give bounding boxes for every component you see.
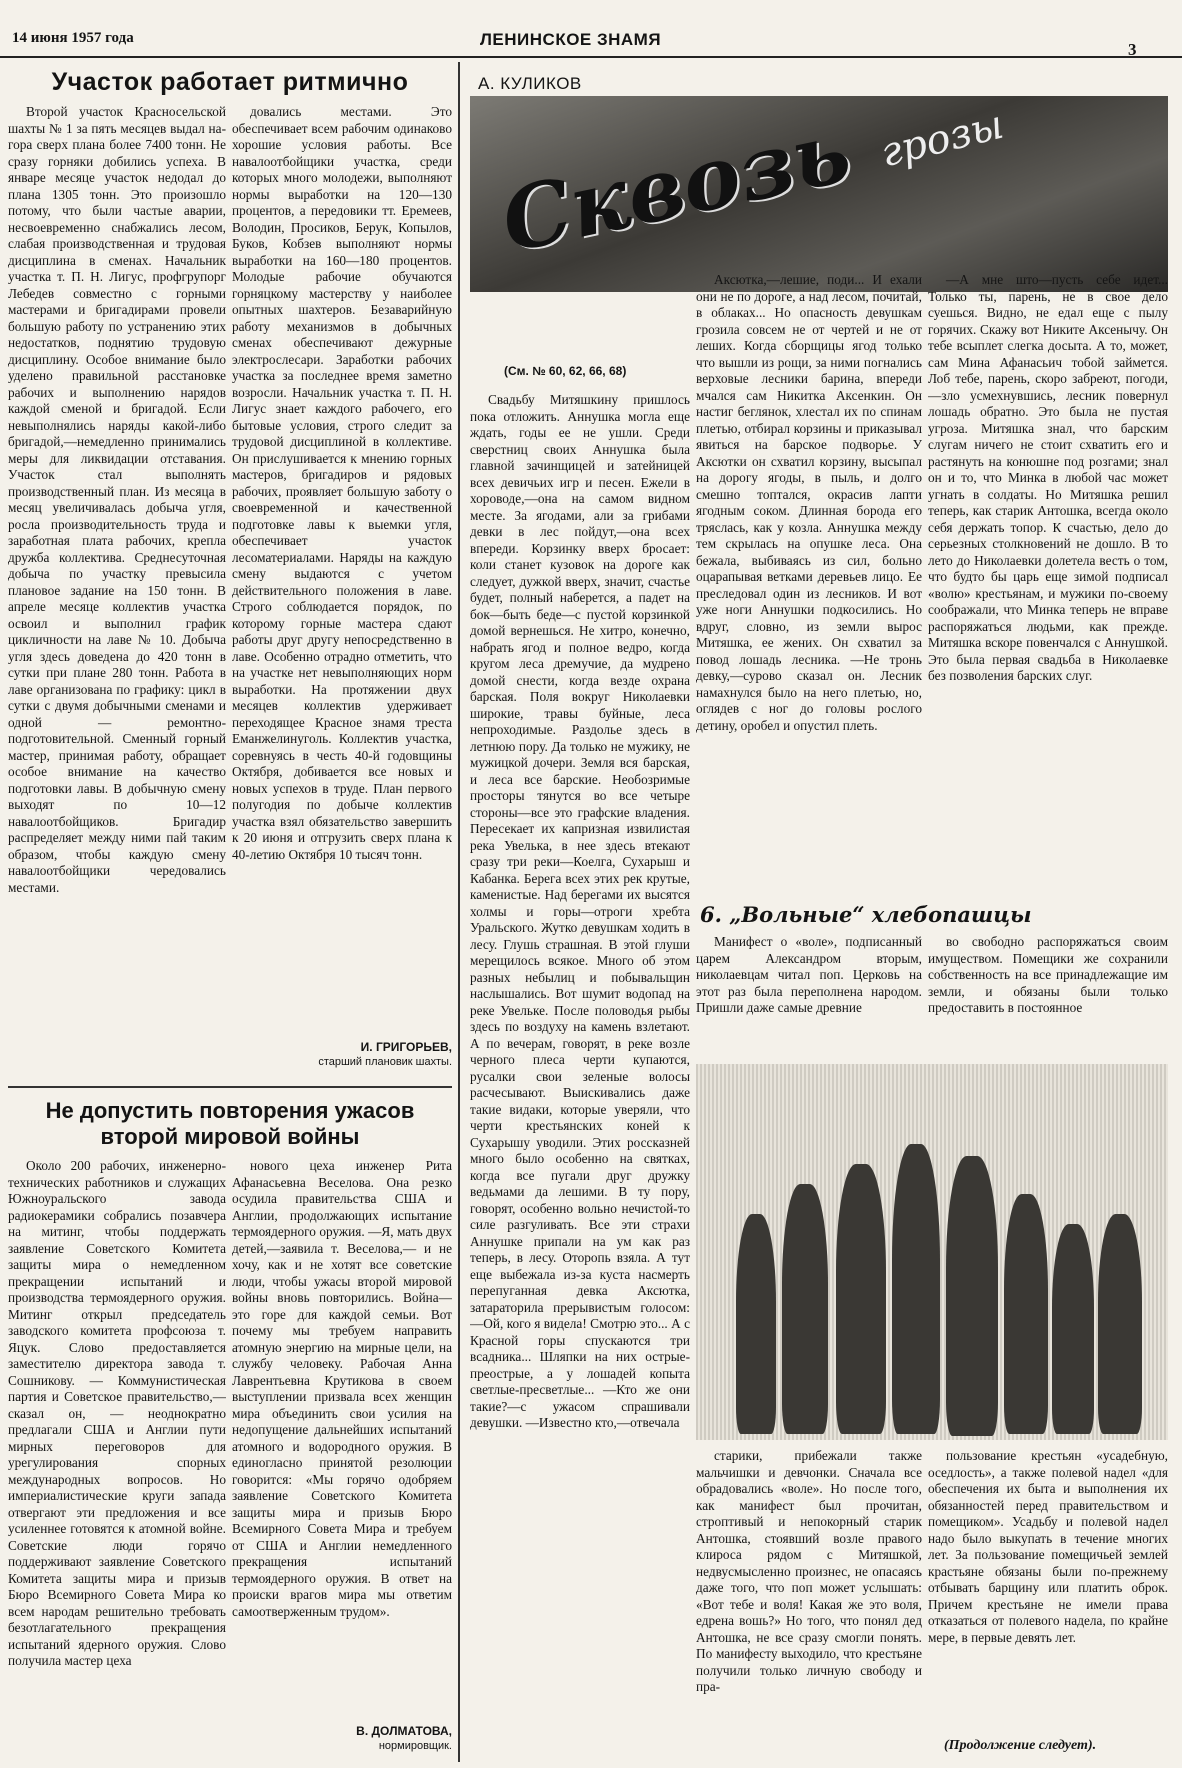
serial-col-a-text: Свадьбу Митяшкину пришлось пока отложить. Аннушка могла еще ждать, годы ее не ушли. Среди сверстниц своих Аннушка была главной зачинщицей и затейницей всех девичьих игр и песен. Ежели в хороводе,—она на самом видном месте. За ягодами, али за грибами девки в лес пойдут,—она всех впереди. Корзинку вверх бросает: коли станет кузовок на дороге как следует, дужкой вверх, значит, счастье будет, полный наберется, а падет на бок—быть беде—с пустой корзинкой домой вернешься. Не хитро, конечно, набрать ягод и полное ведро, когда кругом леса дремучие, да мудрено домой снести, когда везде охрана барская. Поля вокруг Николаевки широкие, травы буйные, леса непроходимые. Раздолье здесь в летнюю пору. Да только не мужику, не мужицкой дочери. Земля вся барская, и леса все барские. Необозримые просторы тянутся во все четыре стороны—все это графские владения. Пересекает их капризная извилистая река Увелька, в нее здесь втекают сразу три реки—Коелга, Сухарыш и Кабанка. Берега всех этих рек крутые, каменистые. Над берегами их высятся холмы и горы—отроги хребта Уральского. Жутко девушкам ходить в лесу. Глушь страшная. В этой глуши мерещилось всякое. Много об этом разных небылиц и побывальщин наслышались. Вот шумит водопад на реке Увельке. После половодья рыбы здесь по воздуху на камень взлетают. А по вечерам, говорят, в реке возле черного плеса черти купаются, русалки свои зеленые волосы расчесывают. Выискивались даже такие видаки, которые уверяли, что черти крестьянских коней к Сухарышу уводили. Этих россказней много было особенно на святках, когда все пугали друг дружку ведьмами да лешими. В ту пору, говорят, особенно вольно нечистой-то силе разгуливать. Все эти страхи Аннушке припали на ум как раз теперь, в лесу. Оторопь взяла. А тут еще выбежала из-за куста насмерть перепуганная девка Аксютка, затараторила прерывистым голосом: —Ой, кого я видела! Смотрю это... А с Красной горы спускаются три всадника... Шляпки на них острые-преострые, а у лошадей копыта светлые-пресветлые... —Кто же они такие?—с ужасом спрашивали девушки. —Известно кто,—отвечала xyxy=(470,392,690,1430)
illustration-title: Сквозь xyxy=(493,100,859,273)
article2-signature: В. ДОЛМАТОВА, xyxy=(356,1724,452,1738)
page-number: 3 xyxy=(1128,40,1137,59)
article1-signature: И. ГРИГОРЬЕВ, xyxy=(360,1040,452,1054)
article2-signature-role: нормировщик. xyxy=(378,1740,452,1752)
chapter-title: 6. „Вольные“ хлебопашцы xyxy=(700,902,1032,927)
serial-col-c-top xyxy=(928,272,1168,884)
serial-col-c-top-text: —А мне што—пусть себе идет... Только ты, парень, не в свое дело суешься. Видно, не едал еще с пылу горячих. Скажу вот Никите Аксенычу. Он тебе всыплет слегка досыта. А то, может, сам Мина Афанасьич тобой займется. Лоб тебе, парень, скоро забреют, погоди,—зло усмехнувшись, лесник повернул лошадь обратно. Это была не пустая угроза. Митяшка знал, что барским слугам ничего не стоит схватить его и растянуть на конюшне под розгами; знал он и то, что Минка в любой час может угнать в солдаты. Но Митяшка решил теперь, как старик Антошка, всегда около себя держать топор. К счастью, дело до серьезных столкновений не дошло. В то лето до Николаевки долетела весть о том, что будто бы царь еще зимой подписал «волю» крестьянам, и мужики по-своему соображали, что Минка теперь не вправе распоряжаться людьми, как прежде. Митяшка вскоре повенчался с Аннушкой. Это была первая свадьба в Николаевке без позволения барских слуг. xyxy=(928,272,1168,683)
article1-col2 xyxy=(232,104,452,1040)
serial-col-b-top-text: Аксютка,—лешие, поди... И ехали они не по дороге, а над лесом, почитай, в облаках... Но опасность девушкам грозила совсем не от чертей и не от леших. Когда сборщицы ягод только что вышли из рощи, за ними погнались верховые лесники барина, впереди мчался сам Никитка Аксенкин. Он настиг беглянок, хлестал их по спинам плетью, отбирал корзины и приказывал явиться на барское подворье. У Аксютки он схватил корзину, высыпал на дорогу ягоды, в пыль, и долго смешно топтался, окрасив лапти ягодным соком. Длинная борода его тряслась, как у козла. Аннушка между тем скрылась на опушке леса. Она бежала, выбиваясь из сил, больно оцарапывая ветками деревьев лицо. Ее преследовал один из лесников. И вот уже ноги Аннушки подкосились. Но вдруг, словно, из земли вырос Митяшка, ее жених. Он схватил за повод лошадь лесника. —Не тронь девку,—сурово сказал он. Лесник намахнулся было на него плетью, но, оглядев с ног до головы рослого детину, оробел и опустил плеть. xyxy=(696,272,922,733)
article2-col1-text: Около 200 рабочих, инженерно-технических работников и служащих Южноуральского завода радиокерамики собрались позавчера на митинг, чтобы поддержать заявление Советского Комитета защиты мира о немедленном прекращении испытаний и производства термоядерного оружия. Митинг открыл председатель заводского комитета профсоюза т. Яцук. Слово предоставляется заместителю директора завода т. Сошникову. — Коммунистическая партия и Советское правительство,— сказал он, — неоднократно предлагали США и Англии пути мирных переговоров для урегулирования спорных международных вопросов. Но империалистические круги запада отвергают эти предложения и все усиленнее готовятся к атомной войне. Советские люди горячо поддерживают заявление Советского Комитета защиты мира и призыв Бюро Всемирного Совета Мира ко всем народам решительно требовать безотлагательного прекращения испытаний ядерного оружия. Слово получила мастер цеха xyxy=(8,1158,226,1668)
article2-col2-text: нового цеха инженер Рита Афанасьевна Веселова. Она резко осудила правительства США и Англии, продолжающих испытание термоядерного оружия. —Я, мать двух детей,—заявила т. Веселова,— и не хочу, как и не хотят все советские люди, чтобы ужасы второй мировой войны вновь повторились. Война—это горе для каждой семьи. Вот почему мы требуем направить атомную энергию на мирные цели, на службу человеку. Рабочая Анна Лаврентьевна Крутикова в своем выступлении призвала всех женщин мира объединить свои усилия на недопущение дальнейших испытаний атомного и водородного оружия. В единогласно принятой резолюции говорится: «Мы горячо одобряем заявление Советского Комитета защиты мира и призыв Бюро Всемирного Совета Мира и требуем от США и Англии немедленного прекращения испытаний термоядерного оружия. В ответ на происки врагов мира мы ответим самоотверженным трудом». xyxy=(232,1158,452,1619)
serial-col-b-top xyxy=(696,272,922,884)
serial-byline: А. КУЛИКОВ xyxy=(478,74,582,93)
illustration-subtitle: грозы xyxy=(876,101,1009,177)
chapter-col-c-text: во свободно распоряжаться своим имуществом. Помещики же сохранили собственность на все принадлежащие им земли, и обязаны были только предоставить в постоянное xyxy=(928,934,1168,1015)
serial-col-c-bottom-text: пользование крестьян «усадебную, оседлость», а также полевой надел «для обеспечения их быта и выполнения их обязанностей перед правительством и помещиком». Усадьбу и полевой надел надо было выкупать в течение многих лет. За пользование помещичьей землей крастьяне обязаны были по-прежнему отбывать барщину или платить оброк. Причем крестьяне не имели права отказаться от полевого надела, по крайне мере, в первые девять лет. xyxy=(928,1448,1168,1645)
newspaper-title: ЛЕНИНСКОЕ ЗНАМЯ xyxy=(480,30,662,49)
chapter-col-b-text: Манифест о «воле», подписанный царем Александром вторым, николаевцам читал поп. Церковь на этот раз была переполнена народом. Пришли даже самые древние xyxy=(696,934,922,1015)
serial-title-illustration xyxy=(470,96,1168,292)
serial-col-a xyxy=(470,392,690,1762)
headline-article2-line2: второй мировой войны xyxy=(100,1124,360,1149)
article1-col1 xyxy=(8,104,226,1054)
serial-col-c-bottom xyxy=(928,1448,1168,1728)
issue-date: 14 июня 1957 года xyxy=(12,30,134,46)
article1-col2-text: довались местами. Это обеспечивает всем рабочим одинаково хорошие условия работы. Все навалоотбойщики участка, среди которых много молодежи, выполняют нормы выработки на 120—130 процентов, а передовики тт. Еремеев, Володин, Просиков, Берук, Копылов, Буков, Кобзев выполняют нормы выработки на 160—180 процентов. Молодые рабочие обучаются горняцкому мастерству у наиболее опытных шахтеров. Безаварийную работу механизмов в добычных сменах обеспечивают дежурные электрослесари. Заработки рабочих участка за последнее время заметно возросли. Начальник участка т. П. Н. Лигус знает каждого рабочего, его бытовые условия, строго следит за трудовой дисциплиной в коллективе. Он прислушивается к мнению горных мастеров, бригадиров и рядовых рабочих, проявляет большую заботу о своевременной и качественной подготовке лавы к выемки угля, обеспечивает участок лесоматериалами. Наряды на каждую смену выдаются с учетом действительного положения в лаве. Строго соблюдается порядок, по которому горные мастера сдают работы друг другу непосредственно в лаве. Особенно отрадно отметить, что на участке нет невыполняющих норм выработки. На протяжении двух месяцев коллектив удерживает переходящее Красное знамя треста Еманжелинуголь. Коллектив участка, соревнуясь в честь 40-й годовщины Октября, добивается все новых и новых успехов в труде. План первого полугодия по добыче коллектив участка взял обязательство завершить к 20 июня и отгрузить сверх плана к 40-летию Октября 10 тысяч тонн. xyxy=(232,104,452,862)
illustration-caption: (См. № 60, 62, 66, 68) xyxy=(504,364,627,378)
headline-article2-line1: Не допустить повторения ужасов xyxy=(45,1098,415,1123)
column-divider xyxy=(458,62,460,1762)
chapter-col-c xyxy=(928,934,1168,1042)
article2-col1 xyxy=(8,1158,226,1760)
crowd-engraving-illustration xyxy=(696,1064,1168,1440)
article1-col1-text: Второй участок Красносельской шахты № 1 за пять месяцев выдал на-гора сверх плана более 7400 тонн. Не сразу горняки добились успеха. В январе месяце участок недодал до плана 1305 тонн. Это произошло потому, что были частые аварии, несвоевременно снабжались лесом, слабая производственная и трудовая дисциплина в сменах. Начальник участка т. П. Н. Лигус, профгрупорг Лебедев совместно с горными мастерами и бригадирами провели большую работу по устранению этих недостатков, поднятию трудовую дисциплину. Особое внимание было уделено правильной расстановке рабочих и выполнению нарядов каждой сменой и бригадой. Если невыполнялись наряды какой-либо бригадой,—немедленно принимались меры для ликвидации отставания. Участок стал выполнять производственный план. Из месяца в месяц увеличивалась добыча угля, росла производительность труда и заработная плата рабочих, крепла дружба коллектива. Среднесуточная добыча по участку превысила плановое задание на 150 тонн. В апреле месяце коллектив участка освоил и выполнил график цикличности на лаве № 10. Добыча угля здесь доведена до 420 тонн в сутки при плане 280 тонн. Работа в лаве организована по графику: цикл в сутки с двумя добычными сменами и одной — ремонтно-подготовительной. Сменный горный мастер, принимая работу, обращает особое внимание на качество подготовки лавы. В добычную смену выходят по 10—12 навалоотбойщиков. Бригадир распределяет между ними пай таким образом, чтобы каждую смену навалоотбойщики чередовались местами. xyxy=(8,104,226,895)
article1-signature-role: старший плановик шахты. xyxy=(318,1056,452,1068)
section-divider xyxy=(8,1086,452,1088)
continuation-note: (Продолжение следует). xyxy=(944,1738,1097,1753)
headline-article1: Участок работает ритмично xyxy=(51,68,409,96)
serial-col-b-bottom-text: старики, прибежали также мальчишки и девчонки. Сначала все обрадовались «воле». Но после того, как манифест был прочитан, строптивый и непокорный старик Антошка, стоявший возле правого клироса рядом с Митяшкой, недвусмысленно произнес, не опасаясь даже того, что поп может услышать: «Вот тебе и воля! Какая же это воля, едрена вошь?» Но того, что понял дед Антошка, не все сразу смогли понять. По манифесту выходило, что крестьяне получили только личную свободу и пра- xyxy=(696,1448,922,1694)
chapter-col-b xyxy=(696,934,922,1042)
article2-col2 xyxy=(232,1158,452,1720)
serial-col-b-bottom xyxy=(696,1448,922,1760)
